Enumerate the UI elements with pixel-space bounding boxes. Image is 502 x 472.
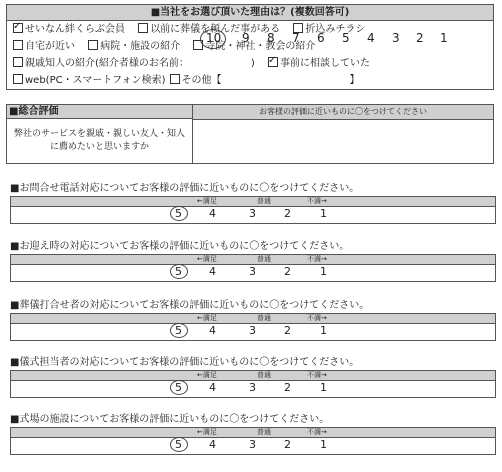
rating-header: [11, 428, 495, 438]
option-relative-referral[interactable]: 親戚知人の紹介(紹介者様のお名前：: [13, 57, 189, 70]
rating-score-2[interactable]: 2: [284, 438, 291, 451]
rating-score-3[interactable]: 3: [249, 381, 256, 394]
checkbox-icon[interactable]: [13, 40, 23, 50]
selected-circle-mark: [170, 206, 188, 221]
rating-score-1[interactable]: 1: [320, 265, 327, 278]
option-temple-referral[interactable]: 寺院・神社・教会の紹介: [193, 40, 315, 53]
option-other[interactable]: その他【: [170, 74, 222, 87]
close-paren: ): [250, 58, 255, 69]
overall-score-10[interactable]: 10: [206, 31, 222, 45]
option-kizuna-member[interactable]: ✓せいなん絆くらぶ会員: [13, 23, 125, 36]
rating-header: [11, 371, 495, 381]
question-title: ■儀式担当者の対応についてお客様の評価に近いものに〇をつけてください。: [10, 357, 360, 368]
option-flyer[interactable]: 折込みチラシ: [293, 23, 365, 36]
question-title: ■お迎え時の対応についてお客様の評価に近いものに〇をつけてください。: [10, 241, 350, 252]
rating-score-4[interactable]: 4: [209, 324, 216, 337]
checkbox-icon[interactable]: [13, 74, 23, 84]
overall-title: ■総合評価: [7, 105, 193, 119]
other-close-bracket: 】: [349, 75, 360, 86]
question-title: ■お問合せ電話対応についてお客様の評価に近いものに〇をつけてください。: [10, 183, 360, 194]
rating-label-normal: 普通: [257, 428, 271, 436]
rating-score-4[interactable]: 4: [209, 207, 216, 220]
rating-score-1[interactable]: 1: [320, 207, 327, 220]
rating-label-satisfied: ←満足: [197, 314, 217, 322]
rating-label-normal: 普通: [257, 371, 271, 379]
rating-label-dissatisfied: 不満→: [307, 371, 327, 379]
overall-evaluation: [6, 104, 494, 164]
rating-header: [11, 255, 495, 265]
rating-label-normal: 普通: [257, 255, 271, 263]
rating-table: [10, 196, 496, 224]
rating-label-dissatisfied: 不満→: [307, 314, 327, 322]
rating-score-5[interactable]: 5: [175, 324, 182, 337]
overall-instruction: お客様の評価に近いものに〇をつけてください: [193, 105, 493, 120]
checkbox-icon[interactable]: [170, 74, 180, 84]
rating-score-5[interactable]: 5: [175, 265, 182, 278]
rating-score-2[interactable]: 2: [284, 324, 291, 337]
rating-table: [10, 370, 496, 398]
rating-label-normal: 普通: [257, 197, 271, 205]
overall-score-3[interactable]: 3: [392, 31, 400, 45]
overall-question: 弊社のサービスを親戚・親しい友人・知人 に薦めたいと思いますか: [7, 119, 193, 163]
checkbox-icon[interactable]: [268, 57, 278, 67]
rating-label-dissatisfied: 不満→: [307, 255, 327, 263]
rating-score-1[interactable]: 1: [320, 438, 327, 451]
rating-score-2[interactable]: 2: [284, 381, 291, 394]
overall-score-1[interactable]: 1: [440, 31, 448, 45]
question-title: ■式場の施設についてお客様の評価に近いものに〇をつけてください。: [10, 414, 330, 425]
rating-score-3[interactable]: 3: [249, 324, 256, 337]
selected-circle-mark: [200, 29, 226, 49]
rating-score-4[interactable]: 4: [209, 381, 216, 394]
rating-table: [10, 427, 496, 455]
rating-label-dissatisfied: 不満→: [307, 428, 327, 436]
selected-circle-mark: [170, 323, 188, 338]
overall-score-2[interactable]: 2: [416, 31, 424, 45]
rating-header: [11, 197, 495, 207]
selected-circle-mark: [170, 264, 188, 279]
overall-score-7[interactable]: 7: [292, 31, 300, 45]
rating-score-5[interactable]: 5: [175, 207, 182, 220]
reasons-section: [6, 4, 494, 90]
rating-label-satisfied: ←満足: [197, 371, 217, 379]
question-title: ■葬儀打合せ者の対応についてお客様の評価に近いものに〇をつけてください。: [10, 300, 370, 311]
option-previous-use[interactable]: 以前に葬儀を頼んだ事がある: [138, 23, 280, 36]
rating-label-satisfied: ←満足: [197, 428, 217, 436]
rating-score-2[interactable]: 2: [284, 207, 291, 220]
overall-score-8[interactable]: 8: [267, 31, 275, 45]
option-web-search[interactable]: web(PC・スマートフォン検索): [13, 74, 166, 87]
rating-score-3[interactable]: 3: [249, 265, 256, 278]
option-hospital-referral[interactable]: 病院・施設の紹介: [88, 40, 180, 53]
rating-score-1[interactable]: 1: [320, 324, 327, 337]
option-near-home[interactable]: 自宅が近い: [13, 40, 75, 53]
overall-score-4[interactable]: 4: [367, 31, 375, 45]
rating-score-4[interactable]: 4: [209, 265, 216, 278]
checkbox-icon[interactable]: [13, 57, 23, 67]
overall-score-5[interactable]: 5: [342, 31, 350, 45]
rating-label-normal: 普通: [257, 314, 271, 322]
checkbox-icon[interactable]: [88, 40, 98, 50]
rating-score-5[interactable]: 5: [175, 381, 182, 394]
reasons-header: ■当社をお選び頂いた理由は？(複数回答可): [7, 5, 493, 21]
rating-score-4[interactable]: 4: [209, 438, 216, 451]
rating-table: [10, 313, 496, 341]
overall-score-6[interactable]: 6: [317, 31, 325, 45]
rating-label-satisfied: ←満足: [197, 197, 217, 205]
overall-score-9[interactable]: 9: [242, 31, 250, 45]
rating-header: [11, 314, 495, 324]
rating-label-dissatisfied: 不満→: [307, 197, 327, 205]
rating-score-2[interactable]: 2: [284, 265, 291, 278]
rating-table: [10, 254, 496, 282]
reasons-row-3: [13, 57, 489, 70]
reasons-row-4: [13, 74, 489, 87]
rating-score-3[interactable]: 3: [249, 207, 256, 220]
checkbox-icon[interactable]: [138, 23, 148, 33]
selected-circle-mark: [170, 380, 188, 395]
selected-circle-mark: [170, 437, 188, 452]
rating-score-1[interactable]: 1: [320, 381, 327, 394]
option-prior-consultation[interactable]: ✓ 事前に相談していた: [268, 57, 370, 70]
rating-label-satisfied: ←満足: [197, 255, 217, 263]
checkbox-icon[interactable]: [13, 23, 23, 33]
rating-score-3[interactable]: 3: [249, 438, 256, 451]
rating-score-5[interactable]: 5: [175, 438, 182, 451]
